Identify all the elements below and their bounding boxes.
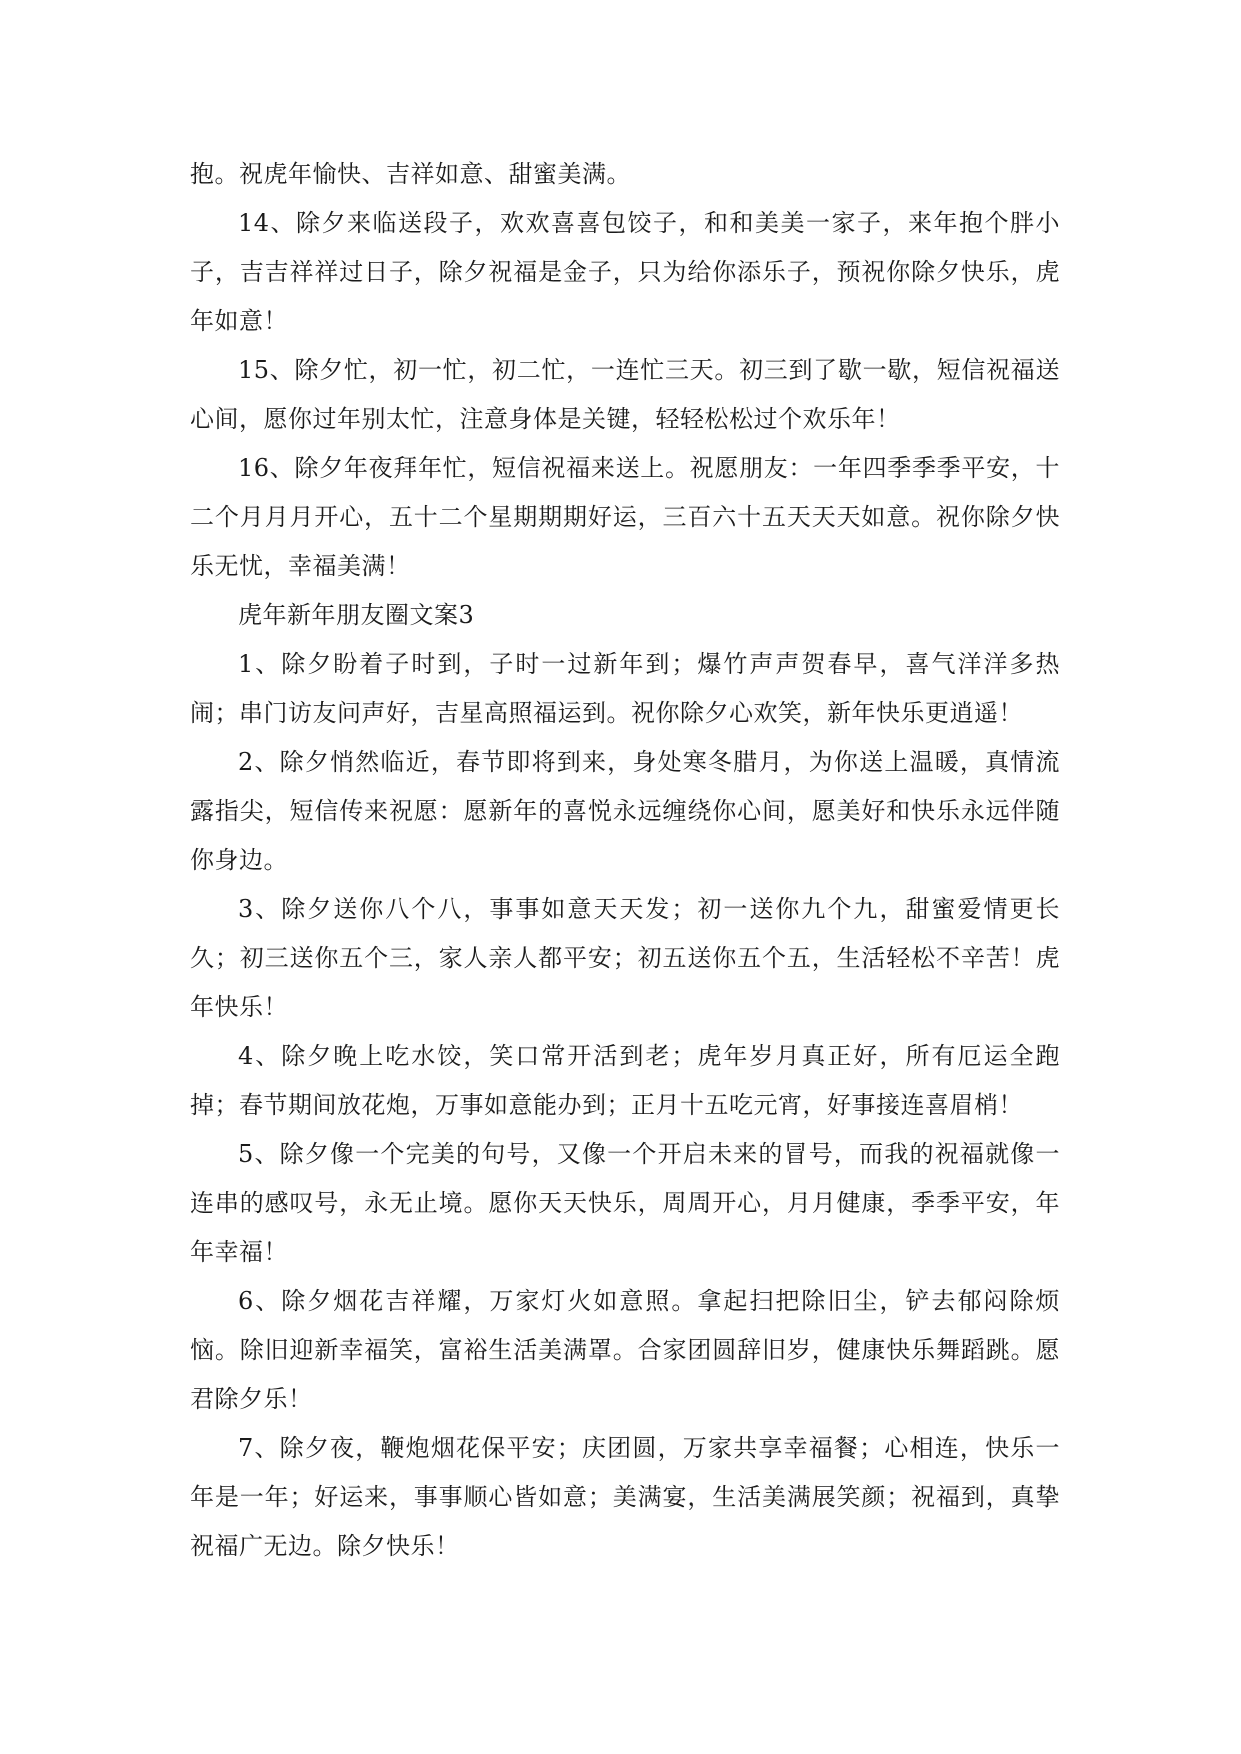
paragraph-continuation: 抱。祝虎年愉快、吉祥如意、甜蜜美满。 [190,160,631,188]
paragraph-item-4: 4、除夕晚上吃水饺，笑口常开活到老；虎年岁月真正好，所有厄运全跑掉；春节期间放花炮，万事如意能办到；正月十五吃元宵，好事接连喜眉梢！ [190,1042,1060,1119]
paragraph-item-7: 7、除夕夜，鞭炮烟花保平安；庆团圆，万家共享幸福餐；心相连，快乐一年是一年；好运来，事事顺心皆如意；美满宴，生活美满展笑颜；祝福到，真挚祝福广无边。除夕快乐！ [190,1434,1060,1560]
paragraph-item-2: 2、除夕悄然临近，春节即将到来，身处寒冬腊月，为你送上温暖，真情流露指尖，短信传来祝愿：愿新年的喜悦永远缠绕你心间，愿美好和快乐永远伴随你身边。 [190,748,1060,874]
document-body [190,150,1060,1571]
paragraph-item-16: 16、除夕年夜拜年忙，短信祝福来送上。祝愿朋友：一年四季季季平安，十二个月月月开心，五十二个星期期期好运，三百六十五天天天如意。祝你除夕快乐无忧，幸福美满！ [190,454,1060,580]
paragraph-item-14: 14、除夕来临送段子，欢欢喜喜包饺子，和和美美一家子，来年抱个胖小子，吉吉祥祥过日子，除夕祝福是金子，只为给你添乐子，预祝你除夕快乐，虎年如意！ [190,209,1060,335]
paragraph-item-6: 6、除夕烟花吉祥耀，万家灯火如意照。拿起扫把除旧尘，铲去郁闷除烦恼。除旧迎新幸福笑，富裕生活美满罩。合家团圆辞旧岁，健康快乐舞蹈跳。愿君除夕乐！ [190,1287,1060,1413]
paragraph-item-3: 3、除夕送你八个八，事事如意天天发；初一送你九个九，甜蜜爱情更长久；初三送你五个三，家人亲人都平安；初五送你五个五，生活轻松不辛苦！虎年快乐！ [190,895,1060,1021]
paragraph-item-1: 1、除夕盼着子时到，子时一过新年到；爆竹声声贺春早，喜气洋洋多热闹；串门访友问声好，吉星高照福运到。祝你除夕心欢笑，新年快乐更逍遥！ [190,650,1060,727]
section-heading: 虎年新年朋友圈文案3 [238,601,475,629]
paragraph-item-15: 15、除夕忙，初一忙，初二忙，一连忙三天。初三到了歇一歇，短信祝福送心间，愿你过年别太忙，注意身体是关键，轻轻松松过个欢乐年！ [190,356,1060,433]
paragraph-item-5: 5、除夕像一个完美的句号，又像一个开启未来的冒号，而我的祝福就像一连串的感叹号，永无止境。愿你天天快乐，周周开心，月月健康，季季平安，年年幸福！ [190,1140,1060,1266]
